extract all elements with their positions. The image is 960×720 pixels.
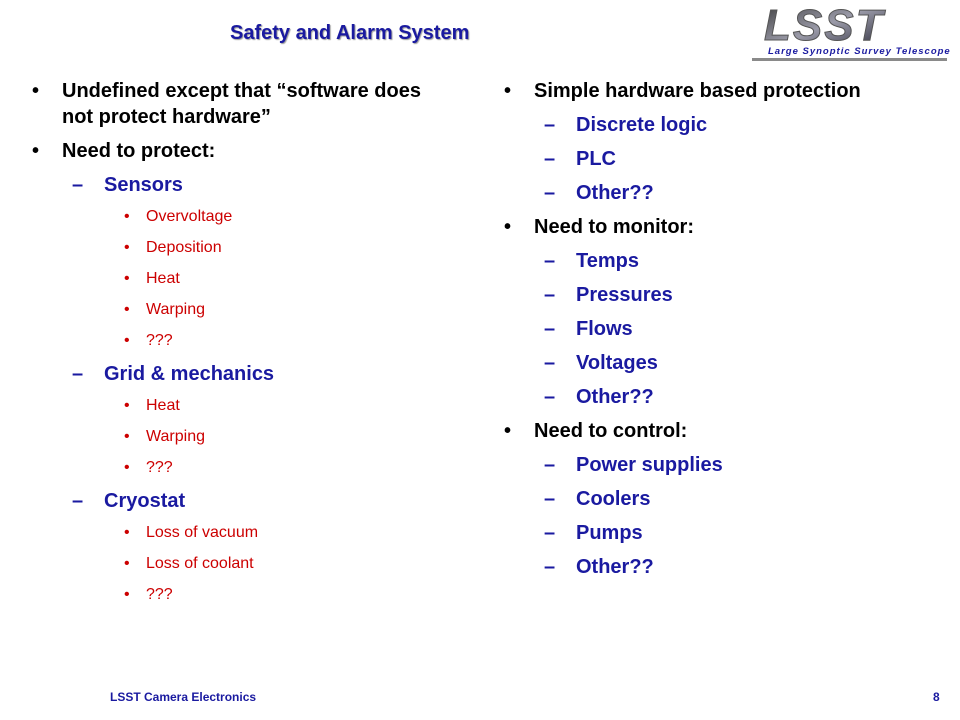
bullet-text: Need to control: [534, 420, 688, 442]
bullet-item-level-3 [28, 522, 448, 543]
bullet-text: Voltages [576, 352, 658, 374]
bullet-item-level-2 [28, 172, 448, 198]
logo-subtitle: Large Synoptic Survey Telescope [768, 46, 951, 57]
bullet-item-level-2 [500, 452, 940, 478]
dash-marker: – [544, 182, 556, 204]
bullet-marker: • [124, 586, 130, 603]
dash-marker: – [544, 318, 556, 340]
bullet-marker: • [124, 428, 130, 445]
bullet-text: Cryostat [104, 490, 186, 512]
bullet-marker: • [504, 420, 512, 442]
bullet-text: Undefined except that “software does not protect hardware” [62, 80, 421, 128]
bullet-item-level-2 [500, 554, 940, 580]
dash-marker: – [544, 114, 556, 136]
bullet-item-level-2 [28, 361, 448, 387]
bullet-text: Flows [576, 318, 633, 340]
bullet-item-level-1 [500, 418, 940, 444]
bullet-item-level-2 [28, 488, 448, 514]
dash-marker: – [544, 352, 556, 374]
bullet-item-level-1 [28, 138, 448, 164]
bullet-text: Warping [146, 428, 205, 445]
bullet-text: Power supplies [576, 454, 723, 476]
dash-marker: – [544, 454, 556, 476]
dash-marker: – [544, 556, 556, 578]
bullet-text: Need to monitor: [534, 216, 694, 238]
bullet-marker: • [124, 239, 130, 256]
bullet-text: Other?? [576, 556, 654, 578]
bullet-item-level-2 [500, 146, 940, 172]
bullet-item-level-2 [500, 384, 940, 410]
slide-title: Safety and Alarm System [230, 22, 470, 44]
bullet-text: Grid & mechanics [104, 363, 275, 385]
bullet-marker: • [504, 80, 512, 102]
bullet-item-level-3 [28, 268, 448, 289]
bullet-marker: • [124, 208, 130, 225]
bullet-marker: • [124, 301, 130, 318]
page-number: 8 [933, 690, 940, 704]
bullet-marker: • [504, 216, 512, 238]
bullet-item-level-3 [28, 330, 448, 351]
dash-marker: – [72, 490, 84, 512]
bullet-text: ??? [146, 459, 173, 476]
bullet-item-level-3 [28, 237, 448, 258]
bullet-text: Need to protect: [62, 140, 216, 162]
bullet-text: Temps [576, 250, 639, 272]
left-bullet-column [28, 78, 448, 615]
bullet-text: ??? [146, 332, 173, 349]
bullet-marker: • [32, 140, 40, 162]
logo-wordmark: LSST [764, 1, 885, 50]
bullet-text: Loss of vacuum [146, 524, 259, 541]
dash-marker: – [72, 174, 84, 196]
bullet-text: ??? [146, 586, 173, 603]
bullet-text: Pressures [576, 284, 673, 306]
dash-marker: – [544, 284, 556, 306]
bullet-text: Overvoltage [146, 208, 233, 225]
footer-label: LSST Camera Electronics [110, 690, 257, 704]
bullet-item-level-2 [500, 520, 940, 546]
bullet-text: Other?? [576, 386, 654, 408]
bullet-item-level-3 [28, 457, 448, 478]
bullet-text: Heat [146, 397, 180, 414]
bullet-item-level-2 [500, 282, 940, 308]
dash-marker: – [544, 148, 556, 170]
bullet-text: Sensors [104, 174, 183, 196]
bullet-item-level-3 [28, 395, 448, 416]
bullet-item-level-3 [28, 584, 448, 605]
bullet-text: Coolers [576, 488, 651, 510]
bullet-item-level-2 [500, 180, 940, 206]
bullet-marker: • [124, 332, 130, 349]
bullet-item-level-3 [28, 206, 448, 227]
bullet-text: Loss of coolant [146, 555, 254, 572]
bullet-item-level-1 [28, 78, 448, 130]
bullet-text: Deposition [146, 239, 222, 256]
bullet-item-level-3 [28, 553, 448, 574]
bullet-item-level-2 [500, 350, 940, 376]
bullet-text: Simple hardware based protection [534, 80, 861, 102]
dash-marker: – [544, 250, 556, 272]
bullet-item-level-3 [28, 426, 448, 447]
bullet-text: PLC [576, 148, 616, 170]
bullet-item-level-2 [500, 316, 940, 342]
bullet-item-level-2 [500, 112, 940, 138]
bullet-item-level-2 [500, 248, 940, 274]
bullet-item-level-3 [28, 299, 448, 320]
bullet-item-level-1 [500, 214, 940, 240]
bullet-marker: • [124, 270, 130, 287]
bullet-text: Heat [146, 270, 180, 287]
bullet-marker: • [124, 459, 130, 476]
bullet-marker: • [124, 524, 130, 541]
right-bullet-column [500, 78, 940, 588]
bullet-marker: • [124, 397, 130, 414]
bullet-marker: • [32, 80, 40, 102]
header-rule [752, 58, 947, 61]
bullet-item-level-2 [500, 486, 940, 512]
dash-marker: – [544, 488, 556, 510]
bullet-text: Discrete logic [576, 114, 708, 136]
bullet-marker: • [124, 555, 130, 572]
bullet-text: Other?? [576, 182, 654, 204]
dash-marker: – [72, 363, 84, 385]
bullet-item-level-1 [500, 78, 940, 104]
dash-marker: – [544, 386, 556, 408]
bullet-text: Warping [146, 301, 205, 318]
dash-marker: – [544, 522, 556, 544]
bullet-text: Pumps [576, 522, 643, 544]
